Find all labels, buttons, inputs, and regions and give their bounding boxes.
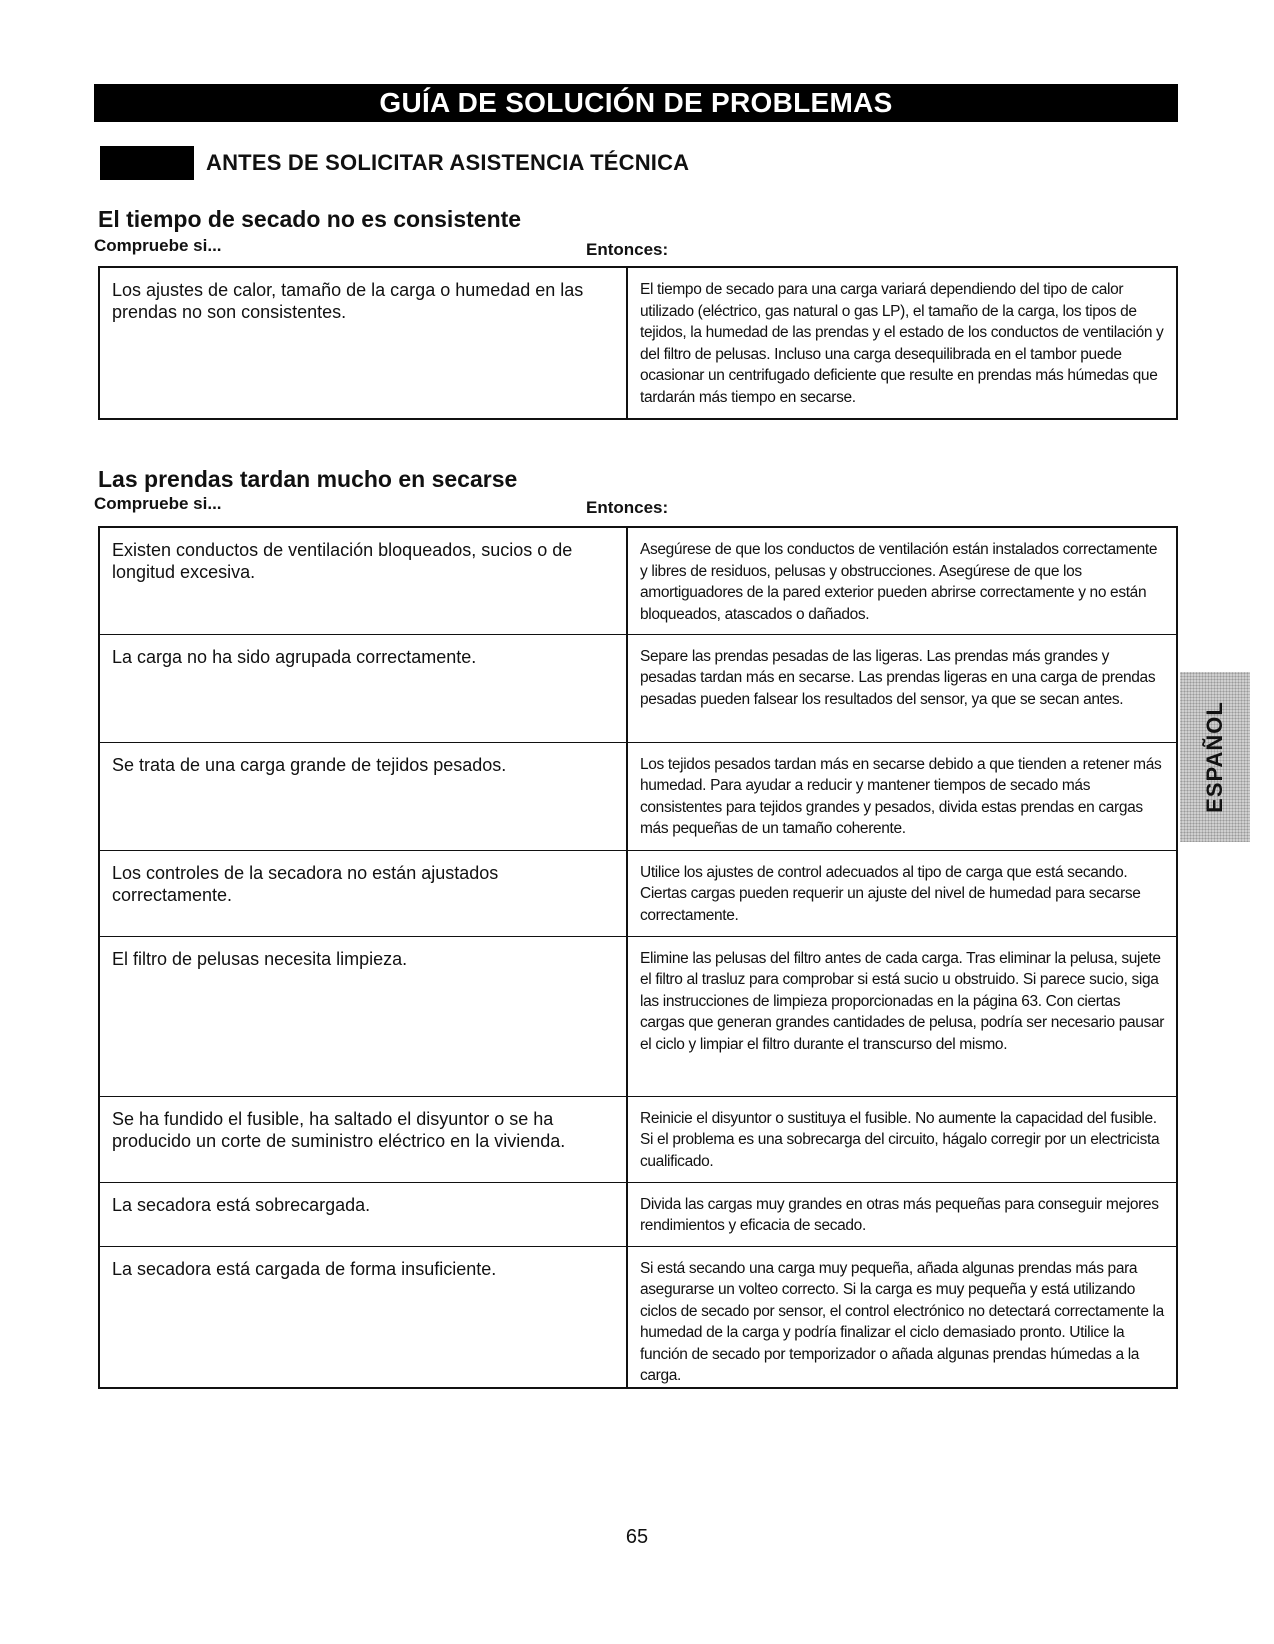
check-cell: Se trata de una carga grande de tejidos pesados. [99, 742, 627, 850]
check-cell: La carga no ha sido agrupada correctamente. [99, 634, 627, 742]
check-column-label: Compruebe si... [94, 494, 222, 513]
troubleshooting-table [98, 266, 1178, 420]
table-row [99, 267, 1177, 419]
then-column-label: Entonces: [586, 240, 669, 259]
table-row [99, 527, 1177, 634]
check-cell: El filtro de pelusas necesita limpieza. [99, 936, 627, 1096]
then-cell: Asegúrese de que los conductos de ventilación están instalados correctamente y libres de residuos, pelusas y obstrucciones. Asegúrese de que los amortiguadores de la pared exterior pueden abrirse correctamente y no están bloqueados, atascados o dañados. [627, 527, 1177, 634]
then-cell: Separe las prendas pesadas de las ligeras. Las prendas más grandes y pesadas tardan más en secarse. Las prendas ligeras en una carga de prendas pesadas pueden falsear los resultados del sensor, ya que se secan antes. [627, 634, 1177, 742]
subheading-text: ANTES DE SOLICITAR ASISTENCIA TÉCNICA [206, 150, 690, 175]
table-row [99, 850, 1177, 936]
table-row [99, 742, 1177, 850]
check-cell: Se ha fundido el fusible, ha saltado el disyuntor o se ha producido un corte de suministro eléctrico en la vivienda. [99, 1096, 627, 1182]
section-title: El tiempo de secado no es consistente [98, 206, 522, 232]
language-side-tab [1180, 672, 1250, 842]
table-row [99, 1182, 1177, 1246]
then-cell: Reinicie el disyuntor o sustituya el fusible. No aumente la capacidad del fusible. Si el problema es una sobrecarga del circuito, hágalo corregir por un electricista cualificado. [627, 1096, 1177, 1182]
then-cell: Elimine las pelusas del filtro antes de cada carga. Tras eliminar la pelusa, sujete el filtro al trasluz para comprobar si está sucio u obstruido. Si parece sucio, siga las instrucciones de limpieza proporcionadas en la página 63. Con ciertas cargas que generan grandes cantidades de pelusa, podría ser necesario pausar el ciclo y limpiar el filtro durante el transcurso del mismo. [627, 936, 1177, 1096]
then-cell: Si está secando una carga muy pequeña, añada algunas prendas más para asegurarse un volteo correcto. Si la carga es muy pequeña y está utilizando ciclos de secado por sensor, el control electrónico no detectará correctamente la humedad de la carga y podría finalizar el ciclo demasiado pronto. Utilice la función de secado por temporizador o añada algunas prendas húmedas a la carga. [640, 1259, 1164, 1384]
table-row [99, 634, 1177, 742]
then-cell: El tiempo de secado para una carga variará dependiendo del tipo de calor utilizado (eléctrico, gas natural o gas LP), el tamaño de la carga, los tipos de tejidos, la humedad de las prendas y el estado de los conductos de ventilación y del filtro de pelusas. Incluso una carga desequilibrada en el tambor puede ocasionar un centrifugado deficiente que resulte en prendas más húmedas que tardarán más tiempo en secarse. [640, 281, 1164, 406]
check-cell: Los controles de la secadora no están ajustados correctamente. [99, 850, 627, 936]
subheading [100, 146, 689, 180]
then-cell: Divida las cargas muy grandes en otras más pequeñas para conseguir mejores rendimientos y eficacia de secado. [627, 1182, 1177, 1246]
then-cell: Utilice los ajustes de control adecuados al tipo de carga que está secando. Ciertas cargas pueden requerir un ajuste del nivel de humedad para secarse correctamente. [627, 850, 1177, 936]
language-side-tab-label: ESPAÑOL [1202, 701, 1227, 813]
check-cell: Existen conductos de ventilación bloqueados, sucios o de longitud excesiva. [99, 527, 627, 634]
table-row [99, 1096, 1177, 1182]
check-cell: Los ajustes de calor, tamaño de la carga o humedad en las prendas no son consistentes. [99, 267, 627, 419]
page-banner-title: GUÍA DE SOLUCIÓN DE PROBLEMAS [94, 84, 1178, 122]
page-number: 65 [625, 1526, 649, 1548]
subheading-marker-block [100, 146, 194, 180]
check-cell: La secadora está cargada de forma insuficiente. [99, 1246, 627, 1388]
table-row [99, 1246, 1177, 1388]
then-cell: Los tejidos pesados tardan más en secarse debido a que tienden a retener más humedad. Para ayudar a reducir y mantener tiempos de secado más consistentes para tejidos grandes y pesados, divida estas prendas en cargas más pequeñas de un tamaño coherente. [627, 742, 1177, 850]
check-column-label: Compruebe si... [94, 236, 222, 255]
then-column-label: Entonces: [586, 498, 669, 517]
check-cell: La secadora está sobrecargada. [99, 1182, 627, 1246]
table-row [99, 936, 1177, 1096]
section-title: Las prendas tardan mucho en secarse [98, 466, 518, 492]
troubleshooting-table [98, 526, 1178, 1389]
